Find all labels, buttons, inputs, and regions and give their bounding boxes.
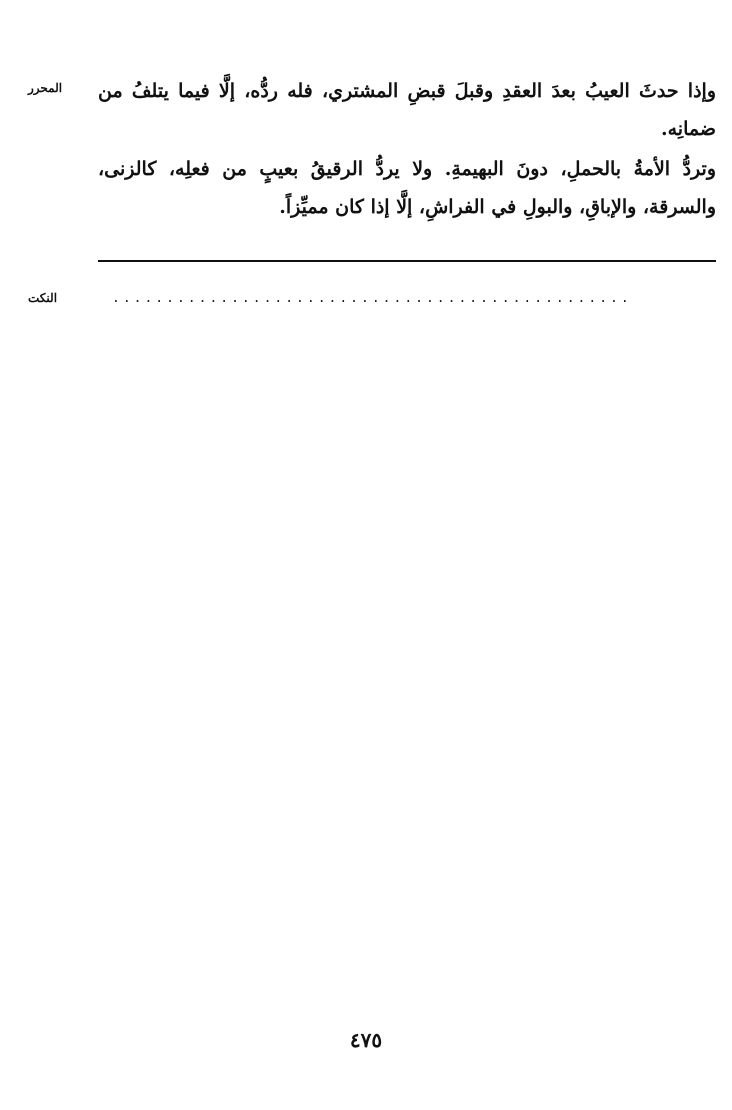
nukat-dotted-line: ................................................ [112,291,632,306]
margin-label-nukat: النكت [28,291,58,305]
main-text-block [98,72,716,226]
paragraph-defect-after-contract: وإذا حدثَ العيبُ بعدَ العقدِ وقبلَ قبضِ المشتري، فله ردُّه، إلَّا فيما يتلفُ من ضمانِه. [98,80,716,140]
paragraph-slave-return: وتردُّ الأمةُ بالحملِ، دونَ البهيمةِ. ولا يردُّ الرقيقُ بعيبٍ من فعلِه، كالزنى، والسرقة، والإباقِ، والبولِ في الفراشِ، إلَّا إذا كان مميِّزاً. [98,158,716,218]
page-number: ٤٧٥ [349,1028,383,1052]
margin-label-muharrar: المحرر [28,81,63,95]
section-divider [98,260,716,262]
